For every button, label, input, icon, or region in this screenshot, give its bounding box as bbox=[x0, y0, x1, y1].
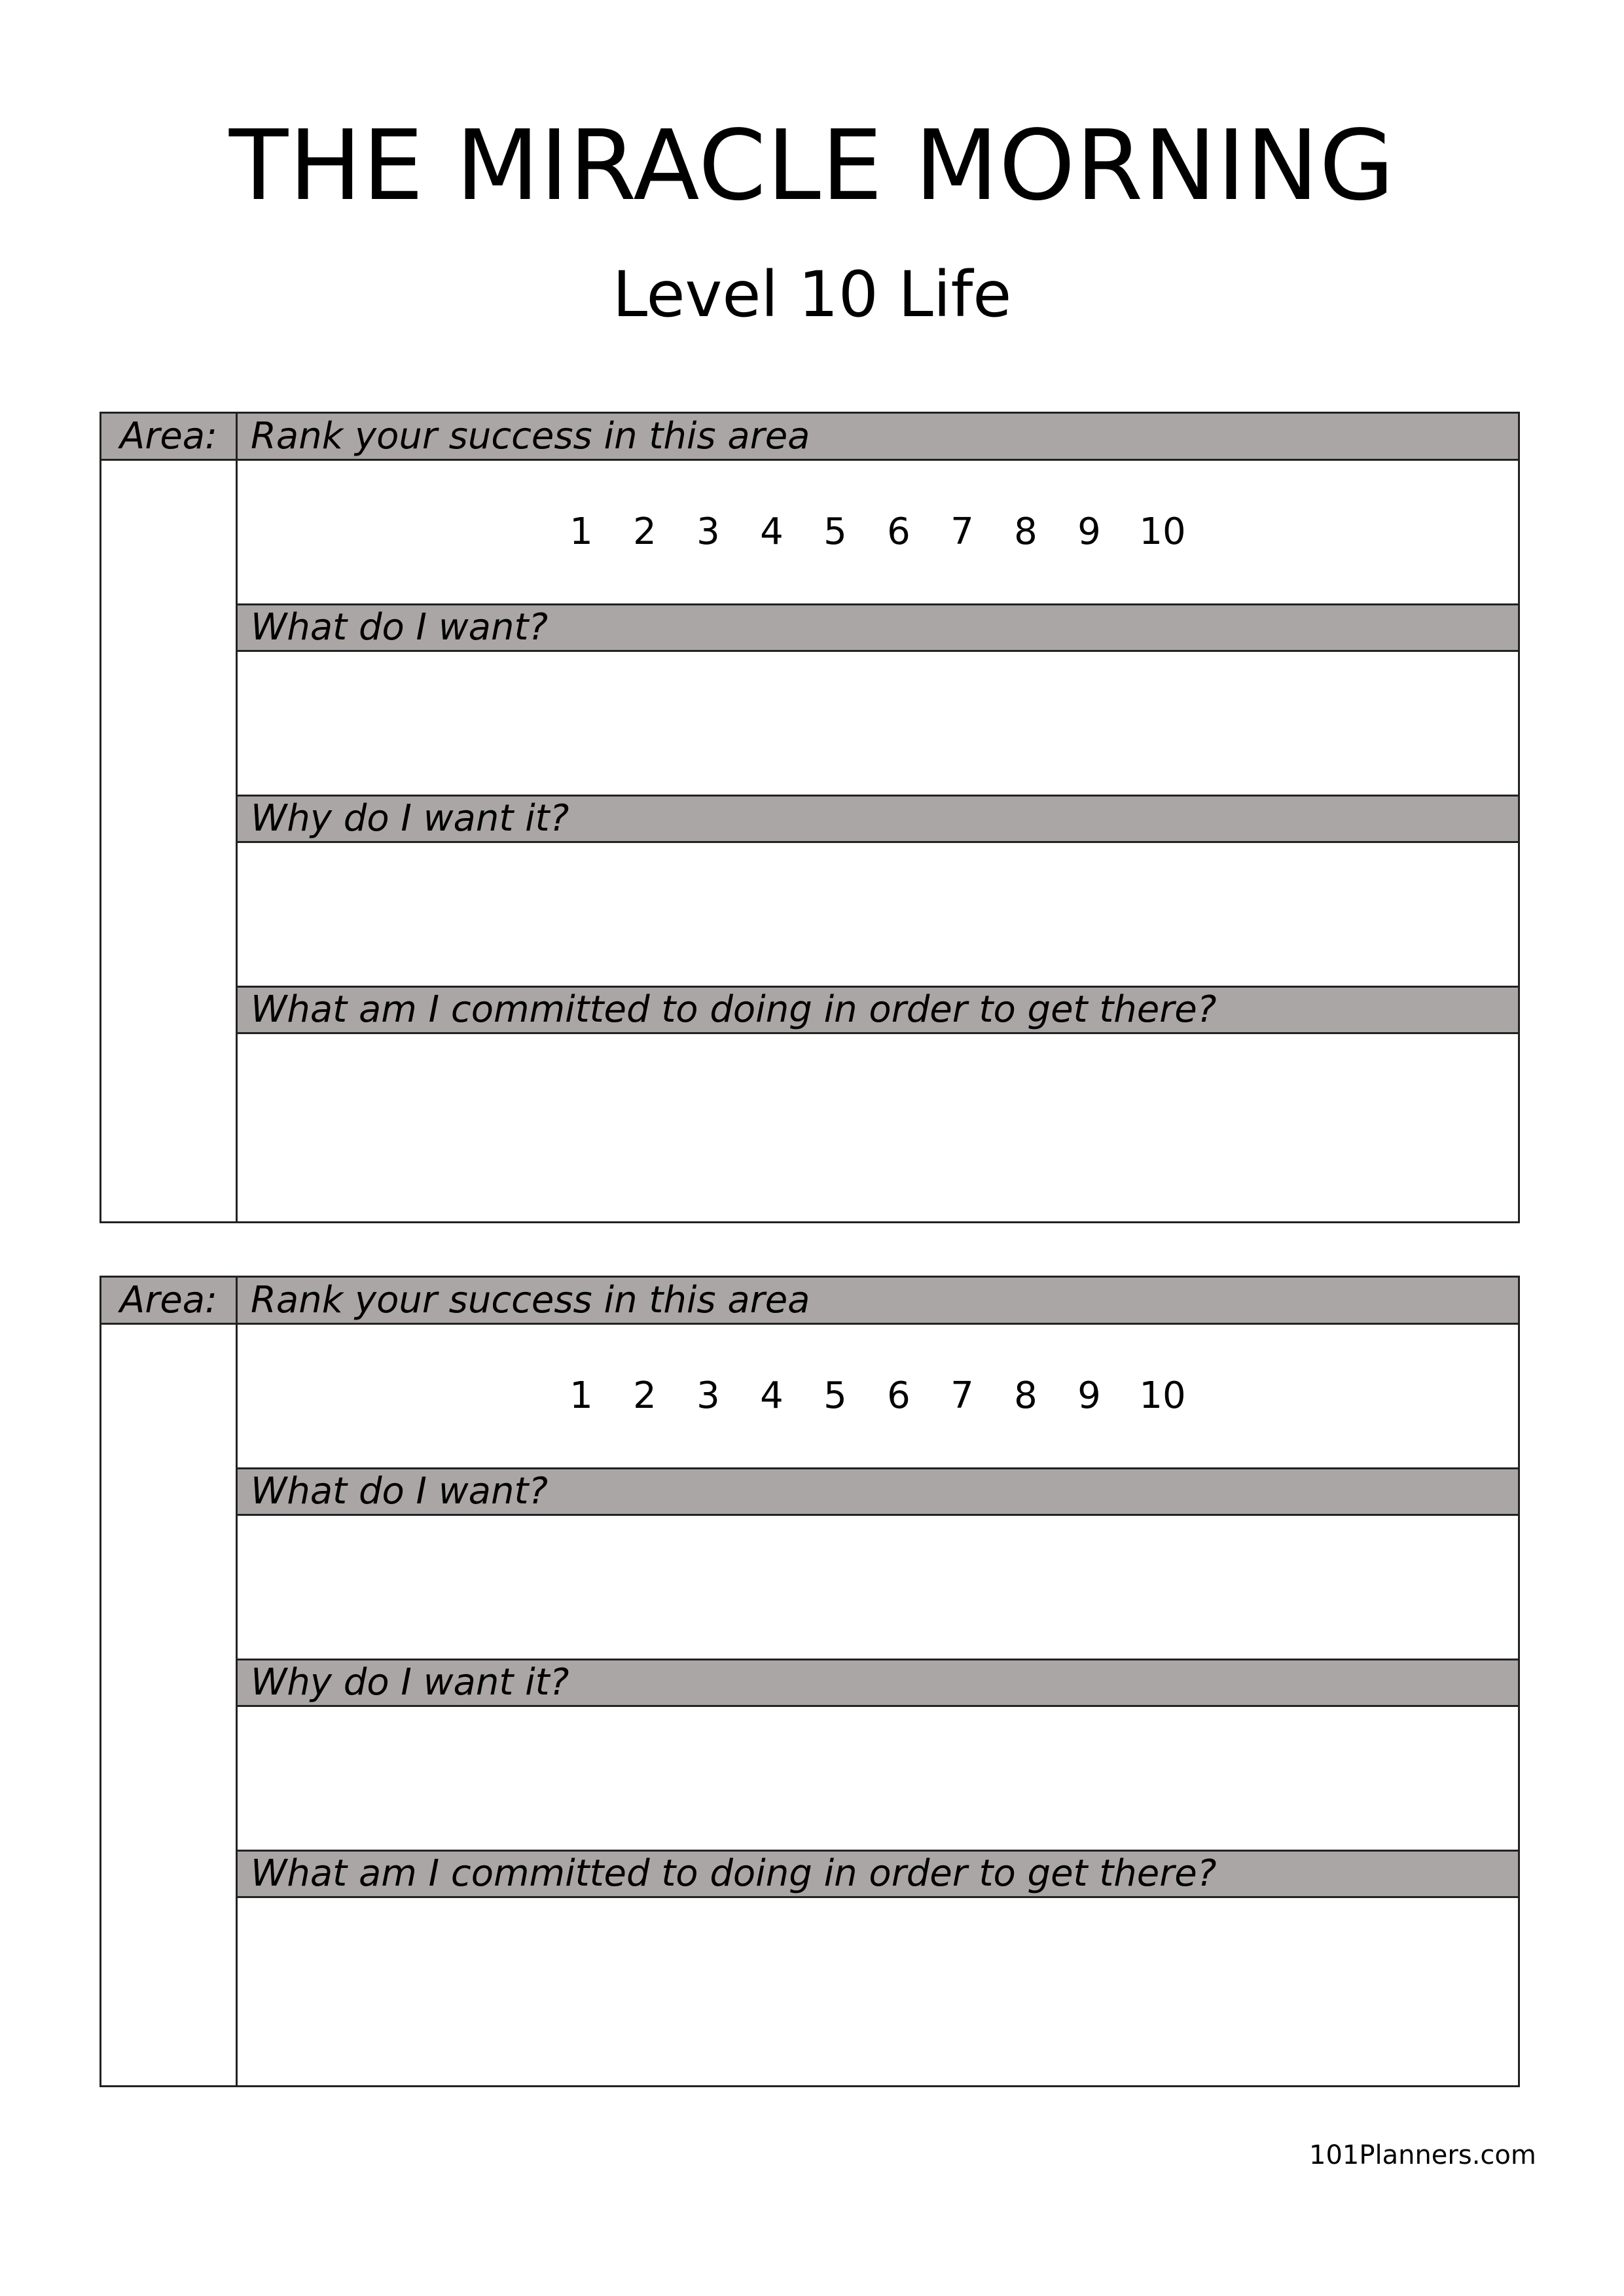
rank-option[interactable]: 10 bbox=[1139, 1374, 1186, 1417]
area-input[interactable] bbox=[101, 1325, 236, 2085]
commit-section-header bbox=[238, 986, 1518, 1034]
commit-label: What am I committed to doing in order to get there? bbox=[251, 988, 1217, 1031]
why-section-header bbox=[238, 1659, 1518, 1707]
why-answer-field[interactable] bbox=[238, 1707, 1518, 1850]
rank-option[interactable]: 2 bbox=[633, 511, 657, 553]
area-label: Area: bbox=[120, 1279, 217, 1321]
rank-option[interactable]: 6 bbox=[887, 1374, 911, 1417]
page-title: THE MIRACLE MORNING bbox=[228, 109, 1396, 222]
why-label: Why do I want it? bbox=[251, 1661, 569, 1704]
want-label: What do I want? bbox=[251, 606, 549, 649]
want-answer-field[interactable] bbox=[238, 652, 1518, 795]
why-answer-field[interactable] bbox=[238, 843, 1518, 986]
rank-option[interactable]: 3 bbox=[696, 511, 720, 553]
rank-option[interactable]: 5 bbox=[823, 511, 847, 553]
area-block bbox=[99, 1276, 1520, 2087]
rank-scale bbox=[238, 461, 1518, 603]
want-label: What do I want? bbox=[251, 1470, 549, 1513]
want-section-header bbox=[238, 1467, 1518, 1516]
rank-option[interactable]: 7 bbox=[950, 511, 974, 553]
area-input[interactable] bbox=[101, 461, 236, 1221]
rank-option[interactable]: 2 bbox=[633, 1374, 657, 1417]
rank-option[interactable]: 8 bbox=[1014, 1374, 1038, 1417]
rank-option[interactable]: 9 bbox=[1077, 1374, 1101, 1417]
rank-option[interactable]: 6 bbox=[887, 511, 911, 553]
commit-answer-field[interactable] bbox=[238, 1898, 1518, 2085]
rank-label: Rank your success in this area bbox=[251, 1279, 810, 1321]
rank-option[interactable]: 1 bbox=[569, 511, 593, 553]
rank-option[interactable]: 4 bbox=[760, 511, 784, 553]
rank-option[interactable]: 7 bbox=[950, 1374, 974, 1417]
commit-section-header bbox=[238, 1850, 1518, 1898]
rank-option[interactable]: 10 bbox=[1139, 511, 1186, 553]
area-label: Area: bbox=[120, 415, 217, 457]
rank-option[interactable]: 5 bbox=[823, 1374, 847, 1417]
rank-option[interactable]: 1 bbox=[569, 1374, 593, 1417]
rank-option[interactable]: 3 bbox=[696, 1374, 720, 1417]
why-section-header bbox=[238, 795, 1518, 843]
want-answer-field[interactable] bbox=[238, 1516, 1518, 1659]
rank-label: Rank your success in this area bbox=[251, 415, 810, 457]
want-section-header bbox=[238, 603, 1518, 652]
rank-option[interactable]: 8 bbox=[1014, 511, 1038, 553]
commit-answer-field[interactable] bbox=[238, 1034, 1518, 1221]
why-label: Why do I want it? bbox=[251, 797, 569, 840]
rank-scale bbox=[238, 1325, 1518, 1467]
rank-option[interactable]: 9 bbox=[1077, 511, 1101, 553]
footer-brand: 101Planners.com bbox=[1309, 2140, 1536, 2170]
commit-label: What am I committed to doing in order to get there? bbox=[251, 1852, 1217, 1895]
area-block bbox=[99, 412, 1520, 1223]
page-subtitle: Level 10 Life bbox=[612, 258, 1012, 331]
rank-option[interactable]: 4 bbox=[760, 1374, 784, 1417]
